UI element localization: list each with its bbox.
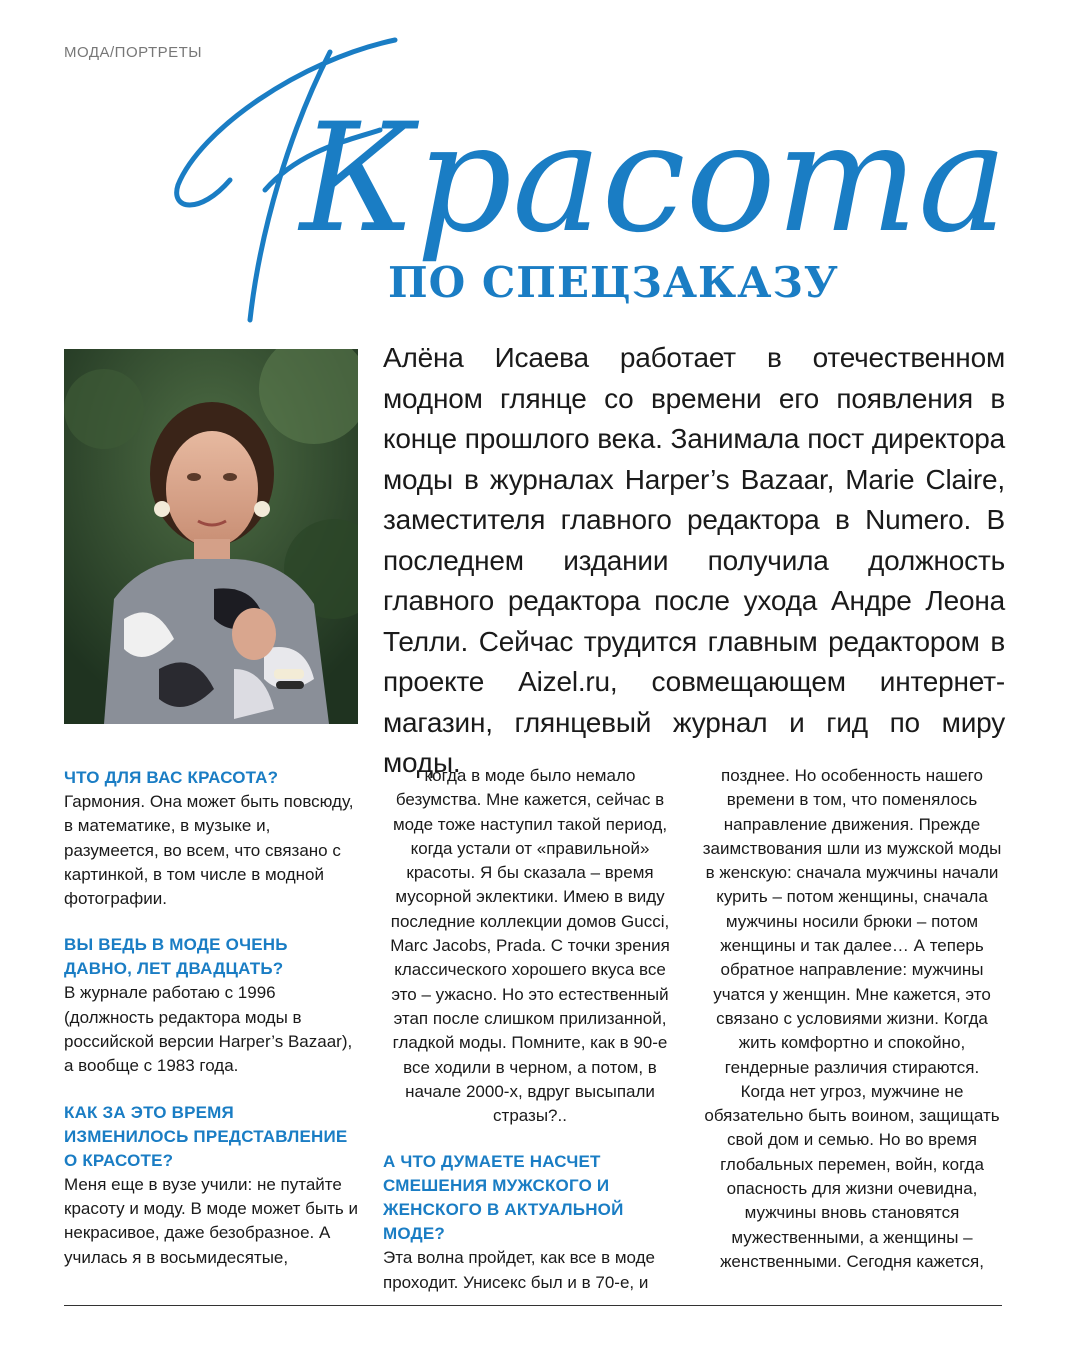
answer-3: Меня еще в вузе учили: не путайте красоту и моду. В моде может быть и некрасивое, даже безобразное. А училась я в восьмидесятые, — [64, 1174, 358, 1267]
footer-rule — [64, 1305, 1002, 1306]
answer-3-continued: когда в моде было немало безумства. Мне кажется, сейчас в моде тоже наступил такой период, когда устали от «правильной» красоты. Я бы сказала – время мусорной эклектики. Имею в виду последние коллекции домов Gucci, Marc Jacobs, Prada. С точки зрения классического хорошего вкуса все это – ужасно. Но это естественный этап после слишком прилизанной, гладкой моды. Помните, как в 90-е все ходили в черном, а потом, в начале 2000-х, вдруг высыпали стразы?.. — [390, 766, 670, 1126]
question-3: КАК ЗА ЭТО ВРЕМЯ ИЗМЕНИЛОСЬ ПРЕДСТАВЛЕНИЕ О КРАСОТЕ? — [64, 1102, 348, 1170]
question-2: ВЫ ВЕДЬ В МОДЕ ОЧЕНЬ ДАВНО, ЛЕТ ДВАДЦАТЬ? — [64, 935, 288, 979]
answer-1: Гармония. Она может быть повсюду, в математике, в музыке и, разумеется, во всем, что связано с картинкой, в том числе в модной фотографии. — [64, 792, 354, 909]
column-3 — [702, 764, 1002, 1274]
title-script-text: Красота — [300, 92, 1008, 266]
column-2 — [383, 764, 677, 1295]
question-4: А ЧТО ДУМАЕТЕ НАСЧЕТ СМЕШЕНИЯ МУЖСКОГО И ЖЕНСКОГО В АКТУАЛЬНОЙ МОДЕ? — [383, 1152, 624, 1244]
subtitle: ПО СПЕЦЗАКАЗУ — [388, 258, 839, 307]
column-1 — [64, 766, 358, 1270]
answer-4: Эта волна пройдет, как все в моде проходит. Унисекс был и в 70-е, и — [383, 1248, 656, 1292]
section-label: МОДА/ПОРТРЕТЫ — [64, 44, 203, 61]
portrait-photo — [64, 349, 358, 724]
lead-paragraph: Алёна Исаева работает в отечественном модном глянце со времени его появления в конце прошлого века. Занимала пост директора моды в журналах Harper’s Bazaar, Marie Claire, заместителя главного редактора в Numero. В последнем издании получила должность главного редактора после ухода Андре Леона Телли. Сейчас трудится главным редактором в проекте Aizel.ru, совмещающем интернет-магазин, глянцевый журнал и гид по миру моды. — [383, 342, 1005, 778]
answer-2: В журнале работаю с 1996 (должность редактора моды в российской версии Harper’s Bazaar), а вообще с 1983 года. — [64, 983, 353, 1076]
answer-4-continued: позднее. Но особенность нашего времени в том, что поменялось направление движения. Прежде заимствования шли из мужской моды в женскую: сначала мужчины начали курить – потом женщины, сначала мужчины носили брюки – потом женщины и так далее… А теперь обратное направление: мужчины учатся у женщин. Мне кажется, это связано с условиями жизни. Когда жить комфортно и спокойно, гендерные различия стираются. Когда нет угроз, мужчине не обязательно быть воином, защищать свой дом и семью. Но во время глобальных перемен, войн, когда опасность для жизни очевидна, мужчины вновь становятся мужественными, а женщины – женственными. Сегодня кажется, — [702, 766, 1002, 1271]
question-1: ЧТО ДЛЯ ВАС КРАСОТА? — [64, 768, 279, 787]
